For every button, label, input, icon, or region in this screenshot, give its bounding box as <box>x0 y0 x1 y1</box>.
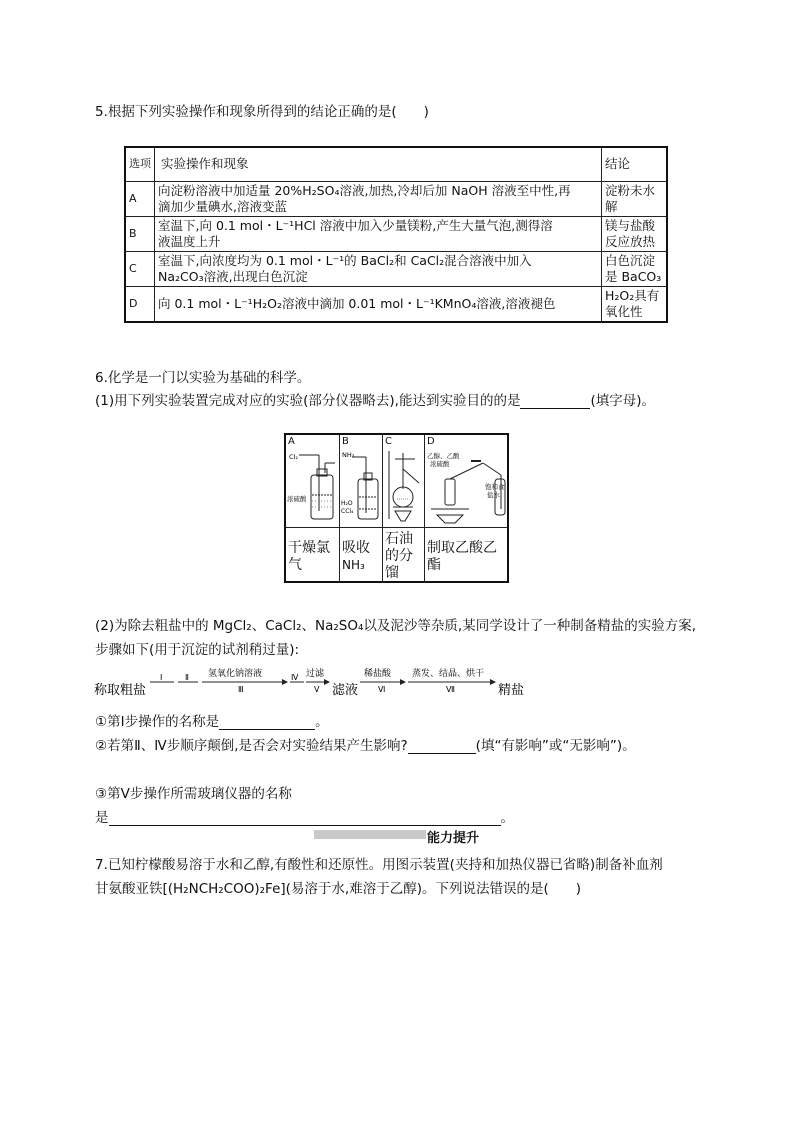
q6-part2-line2: 步骤如下(用于沉淀的试剂稍过量): <box>95 642 300 658</box>
flow-end: 精盐 <box>498 683 525 698</box>
row-b-conc-line2: 反应放热 <box>605 233 656 249</box>
b-purpose-line2: NH₃ <box>342 558 365 572</box>
q7-line1: 7.已知柠檬酸易溶于水和乙醇,有酸性和还原性。用图示装置(夹持和加热仪器已省略)制备补血剂 <box>95 857 663 873</box>
q6-sub3-line1: ③第Ⅴ步操作所需玻璃仪器的名称 <box>95 786 292 802</box>
b-purpose <box>342 540 382 574</box>
row-c-conclusion <box>602 251 668 286</box>
flow-step7: Ⅶ <box>446 685 455 694</box>
flow-step4: Ⅳ <box>291 673 299 682</box>
apparatus-label-a: A <box>288 436 295 447</box>
procedure-flow <box>94 660 544 702</box>
a-gas-label: Cl₂ <box>289 453 298 461</box>
row-d-conc-line2: 氧化性 <box>605 303 643 319</box>
flow-step6-reagent: 稀盐酸 <box>364 669 392 679</box>
row-a-conc-line2: 解 <box>605 198 618 214</box>
d-purpose-line1: 制取乙酸乙 <box>427 540 497 556</box>
q6-sub3-tail: 。 <box>500 810 514 826</box>
row-c-operation <box>155 251 602 286</box>
header-conclusion: 结论 <box>602 147 668 181</box>
flow-step2: Ⅱ <box>185 673 189 682</box>
row-a-op-line1: 向淀粉溶液中加适量 20%H₂SO₄溶液,加热,冷却后加 NaOH 溶液至中性,再 <box>158 182 571 198</box>
a-purpose <box>288 540 338 574</box>
flow-step5-reagent: 过滤 <box>306 669 325 679</box>
q5-stem: 5.根据下列实验操作和现象所得到的结论正确的是( ) <box>95 104 429 120</box>
row-b-op-line1: 室温下,向 0.1 mol・L⁻¹HCl 溶液中加入少量镁粉,产生大量气泡,测得溶 <box>158 217 553 233</box>
row-a-op-line2: 滴加少量碘水,溶液变蓝 <box>158 198 287 214</box>
b-purpose-line1: 吸收 <box>342 540 370 556</box>
q6-sub2 <box>95 734 636 754</box>
q6-sub1 <box>95 710 329 730</box>
row-c-option: C <box>125 251 155 286</box>
q6-part1-tail: (填字母)。 <box>590 393 655 409</box>
section-title: 能力提升 <box>427 831 480 846</box>
q6-sub3-blank[interactable] <box>109 825 501 826</box>
ester-preparation-d <box>425 449 509 525</box>
d-purpose-line2: 酯 <box>427 557 441 573</box>
q6-part2-line1: (2)为除去粗盐中的 MgCl₂、CaCl₂、Na₂SO₄以及泥沙等杂质,某同学设计了一种制备精盐的实验方案, <box>95 618 696 634</box>
d-reagent1-label: 乙醇、乙酸 <box>427 452 460 460</box>
apparatus-label-c: C <box>385 436 392 447</box>
flow-step3: Ⅲ <box>238 685 244 694</box>
row-c-conc-line2: 是 BaCO₃ <box>605 268 662 284</box>
d-purpose <box>427 540 509 574</box>
header-operation: 实验操作和现象 <box>155 147 602 181</box>
a-purpose-line2: 气 <box>288 557 302 573</box>
flow-step3-reagent: 氢氧化钠溶液 <box>208 669 263 679</box>
row-a-option: A <box>125 181 155 216</box>
q7-line2: 甘氨酸亚铁[(H₂NCH₂COO)₂Fe](易溶于水,难溶于乙醇)。下列说法错误的是( ) <box>95 881 581 897</box>
flow-step1: Ⅰ <box>160 673 163 682</box>
absorption-bottle-b <box>340 449 382 525</box>
q6-stem: 6.化学是一门以实验为基础的科学。 <box>95 370 311 386</box>
q5-table <box>124 146 668 323</box>
d-receiver2-label: 盐水 <box>487 491 500 499</box>
q6-part1 <box>95 389 655 409</box>
row-b-option: B <box>125 216 155 251</box>
d-receiver1-label: 饱和食 <box>485 483 505 491</box>
q6-sub2-text: ②若第Ⅱ、Ⅳ步顺序颠倒,是否会对实验结果产生影响? <box>95 738 408 754</box>
b-liquid1-label: H₂O <box>341 500 353 507</box>
row-b-op-line2: 液温度上升 <box>158 233 221 249</box>
a-liquid-label: 浓硫酸 <box>287 495 307 503</box>
row-d-op-line1: 向 0.1 mol・L⁻¹H₂O₂溶液中滴加 0.01 mol・L⁻¹KMnO₄溶液,溶液褪色 <box>158 295 556 311</box>
row-a-conclusion <box>602 181 668 216</box>
q6-sub2-tail: (填“有影响”或“无影响”)。 <box>475 738 636 754</box>
row-d-operation <box>155 286 602 322</box>
flow-start: 称取粗盐 <box>94 683 147 698</box>
distillation-flask-c <box>383 449 424 525</box>
row-divider <box>286 527 507 528</box>
q6-part1-text: (1)用下列实验装置完成对应的实验(部分仪器略去),能达到实验目的的是 <box>95 393 521 409</box>
c-purpose <box>385 531 423 582</box>
header-option: 选项 <box>125 147 155 181</box>
table-row <box>125 251 667 286</box>
table-row <box>125 216 667 251</box>
table-row <box>125 181 667 216</box>
q6-sub1-tail: 。 <box>315 714 329 730</box>
apparatus-label-b: B <box>342 436 349 447</box>
row-b-operation <box>155 216 602 251</box>
flow-step7-reagent: 蒸发、结晶、烘干 <box>412 669 485 679</box>
apparatus-label-d: D <box>427 436 435 447</box>
row-d-option: D <box>125 286 155 322</box>
row-c-conc-line1: 白色沉淀 <box>605 252 656 268</box>
c-purpose-line2: 的分 <box>385 548 413 564</box>
q6-sub2-blank[interactable] <box>408 753 476 754</box>
row-b-conc-line1: 镁与盐酸 <box>605 217 656 233</box>
b-gas-label: NH₃ <box>342 451 355 459</box>
gas-washing-bottle-a <box>287 449 339 525</box>
row-d-conclusion <box>602 286 668 322</box>
q6-part1-blank[interactable] <box>520 408 590 409</box>
row-d-conc-line1: H₂O₂具有 <box>605 287 660 303</box>
c-purpose-line1: 石油 <box>385 531 413 547</box>
row-a-conc-line1: 淀粉未水 <box>605 182 656 198</box>
flow-step5: Ⅴ <box>314 685 320 694</box>
section-bar <box>314 830 426 839</box>
row-c-op-line2: Na₂CO₃溶液,出现白色沉淀 <box>158 268 308 284</box>
apparatus-figure <box>284 433 509 583</box>
q6-sub1-text: ①第Ⅰ步操作的名称是 <box>95 714 220 730</box>
a-purpose-line1: 干燥氯 <box>288 540 330 556</box>
flow-mid: 滤液 <box>332 683 359 698</box>
c-purpose-line3: 馏 <box>385 565 399 581</box>
q6-sub3-text: 是 <box>95 810 109 826</box>
table-row <box>125 147 667 181</box>
row-c-op-line1: 室温下,向浓度均为 0.1 mol・L⁻¹的 BaCl₂和 CaCl₂混合溶液中加入 <box>158 252 532 268</box>
q6-sub1-blank[interactable] <box>219 729 315 730</box>
d-reagent2-label: 浓硫酸 <box>430 460 450 468</box>
flow-step6: Ⅵ <box>378 685 386 694</box>
table-row <box>125 286 667 322</box>
b-liquid2-label: CCl₄ <box>341 508 354 515</box>
q6-sub3-line2 <box>95 806 514 826</box>
row-b-conclusion <box>602 216 668 251</box>
row-a-operation <box>155 181 602 216</box>
